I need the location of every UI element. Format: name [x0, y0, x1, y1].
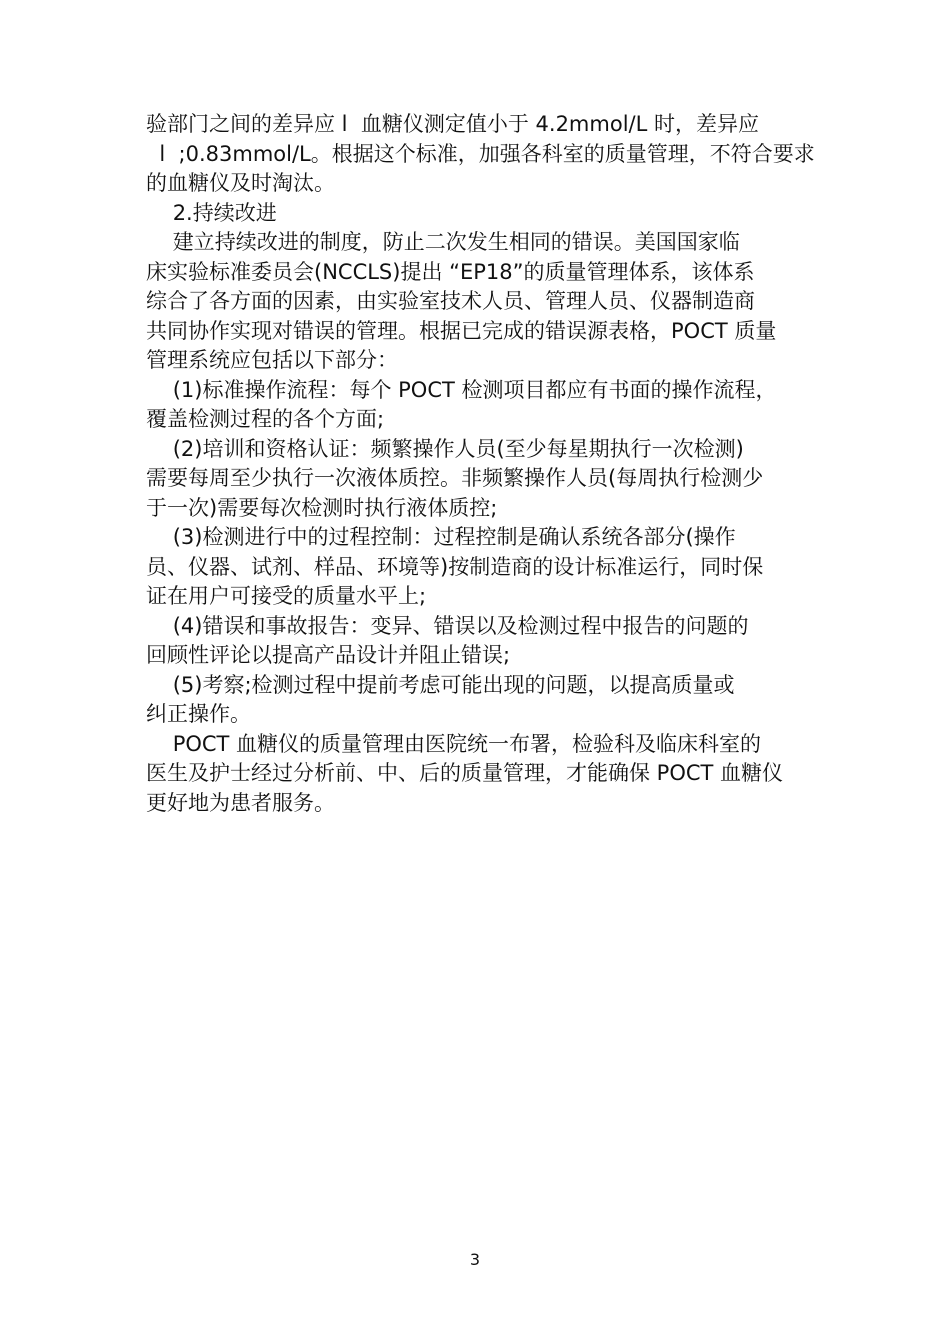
text-line: (3)检测进行中的过程控制：过程控制是确认系统各部分(操作	[146, 525, 736, 549]
text-line: 的血糖仪及时淘汰。	[146, 171, 335, 195]
text-line: 员、仪器、试剂、样品、环境等)按制造商的设计标准运行，同时保	[146, 554, 764, 579]
text-line: 综合了各方面的因素，由实验室技术人员、管理人员、仪器制造商	[146, 289, 755, 313]
text-line: 验部门之间的差异应 l 血糖仪测定值小于 4.2mmol/L 时，差异应	[146, 112, 759, 136]
text-line: 回顾性评论以提高产品设计并阻止错误;	[146, 643, 511, 667]
text-line: 建立持续改进的制度，防止二次发生相同的错误。美国国家临	[146, 230, 740, 254]
text-line: 于一次)需要每次检测时执行液体质控;	[146, 495, 498, 520]
text-line: 证在用户可接受的质量水平上;	[146, 584, 427, 608]
body-text	[146, 110, 826, 818]
text-line: 纠正操作。	[146, 702, 251, 726]
page-number: 3	[469, 1250, 481, 1269]
text-line: (4)错误和事故报告：变异、错误以及检测过程中报告的问题的	[146, 613, 749, 638]
text-line: 床实验标准委员会(NCCLS)提出 “EP18”的质量管理体系，该体系	[146, 259, 755, 284]
text-line: 医生及护士经过分析前、中、后的质量管理，才能确保 POCT 血糖仪	[146, 761, 784, 785]
text-line: (5)考察;检测过程中提前考虑可能出现的问题，以提高质量或	[146, 672, 735, 697]
text-line: 管理系统应包括以下部分：	[146, 348, 398, 372]
text-line: 共同协作实现对错误的管理。根据已完成的错误源表格，POCT 质量	[146, 318, 777, 343]
text-line: 覆盖检测过程的各个方面;	[146, 407, 385, 431]
text-line: 更好地为患者服务。	[146, 790, 335, 815]
text-line: 2.持续改进	[146, 200, 277, 225]
text-line: POCT 血糖仪的质量管理由医院统一布署，检验科及临床科室的	[146, 731, 762, 756]
text-line: (2)培训和资格认证：频繁操作人员(至少每星期执行一次检测)	[146, 436, 744, 461]
text-line: (1)标准操作流程：每个 POCT 检测项目都应有书面的操作流程，	[146, 377, 777, 402]
text-line: l ;0.83mmol/L。根据这个标准，加强各科室的质量管理，不符合要求	[146, 141, 815, 166]
text-line: 需要每周至少执行一次液体质控。非频繁操作人员(每周执行检测少	[146, 466, 764, 490]
